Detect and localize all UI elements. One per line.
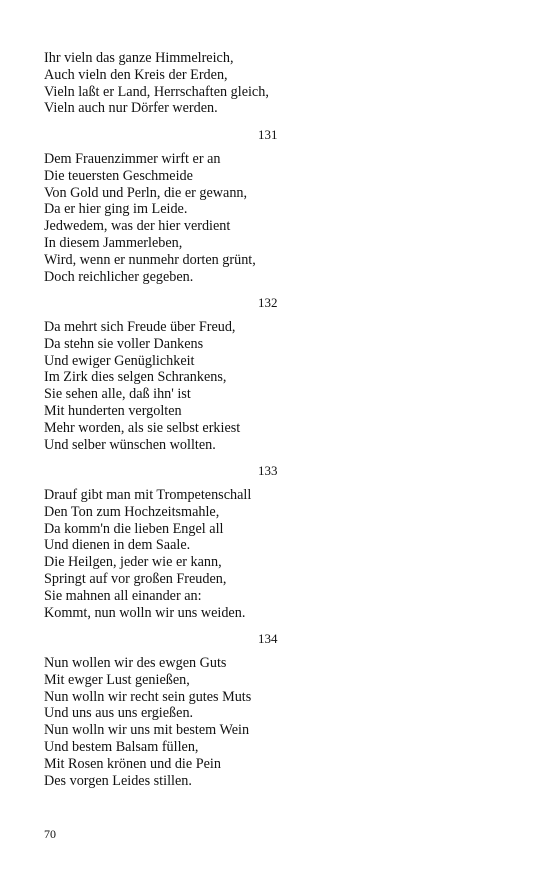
verse-line: Und bestem Balsam füllen,	[44, 738, 199, 755]
verse-line: Mit ewger Lust genießen,	[44, 671, 190, 688]
verse-line: Kommt, nun wolln wir uns weiden.	[44, 604, 246, 621]
verse-line: Und uns aus uns ergießen.	[44, 705, 194, 722]
stanza-132	[44, 295, 484, 453]
verse-line: Da stehn sie voller Dankens	[44, 335, 204, 352]
verse-line: Wird, wenn er nunmehr dorten grünt,	[44, 251, 256, 268]
verse-line: Nun wolln wir recht sein gutes Muts	[44, 688, 252, 705]
verse-line: Springt auf vor großen Freuden,	[44, 570, 227, 587]
verse-line: In diesem Jammerleben,	[44, 234, 183, 251]
verse-line: Und ewiger Genüglichkeit	[44, 352, 195, 369]
verse-line: Nun wolln wir uns mit bestem Wein	[44, 722, 250, 739]
verse-line: Jedwedem, was der hier verdient	[44, 218, 231, 235]
verse-line: Da er hier ging im Leide.	[44, 201, 188, 218]
verse-line: Mit hunderten vergolten	[44, 402, 182, 419]
stanza-continuation	[44, 50, 484, 117]
verse-line: Vieln auch nur Dörfer werden.	[44, 100, 218, 117]
verse-line: Nun wollen wir des ewgen Guts	[44, 655, 227, 671]
stanza-131	[44, 127, 484, 285]
verse-line: Den Ton zum Hochzeitsmahle,	[44, 503, 220, 520]
stanza-number: 134	[258, 631, 278, 646]
verse-line: Da mehrt sich Freude über Freud,	[44, 319, 236, 335]
verse-line: Sie mahnen all einander an:	[44, 587, 202, 604]
verse-line: Des vorgen Leides stillen.	[44, 772, 192, 789]
verse-line: Ihr vieln das ganze Himmelreich,	[44, 50, 234, 66]
verse-line: Da komm'n die lieben Engel all	[44, 520, 224, 537]
verse-line: Im Zirk dies selgen Schrankens,	[44, 369, 227, 386]
stanza-number: 133	[258, 463, 278, 478]
stanza-133	[44, 463, 484, 621]
verse-line: Und selber wünschen wollten.	[44, 436, 216, 453]
verse-line: Sie sehen alle, daß ihn' ist	[44, 386, 191, 403]
verse-line: Vieln laßt er Land, Herrschaften gleich,	[44, 83, 269, 100]
stanza-134	[44, 631, 484, 789]
verse-line: Doch reichlicher gegeben.	[44, 268, 194, 285]
verse-line: Die Heilgen, jeder wie er kann,	[44, 554, 222, 571]
stanza-number: 132	[258, 295, 278, 310]
page-number: 70	[44, 827, 56, 841]
verse-line: Dem Frauenzimmer wirft er an	[44, 151, 221, 167]
verse-line: Die teuersten Geschmeide	[44, 167, 193, 184]
verse-line: Drauf gibt man mit Trompetenschall	[44, 487, 252, 503]
verse-line: Und dienen in dem Saale.	[44, 537, 191, 554]
verse-line: Mit Rosen krönen und die Pein	[44, 755, 221, 772]
stanza-number: 131	[258, 127, 278, 142]
verse-line: Mehr worden, als sie selbst erkiest	[44, 419, 241, 436]
verse-line: Von Gold und Perln, die er gewann,	[44, 184, 248, 201]
verse-line: Auch vieln den Kreis der Erden,	[44, 66, 228, 83]
